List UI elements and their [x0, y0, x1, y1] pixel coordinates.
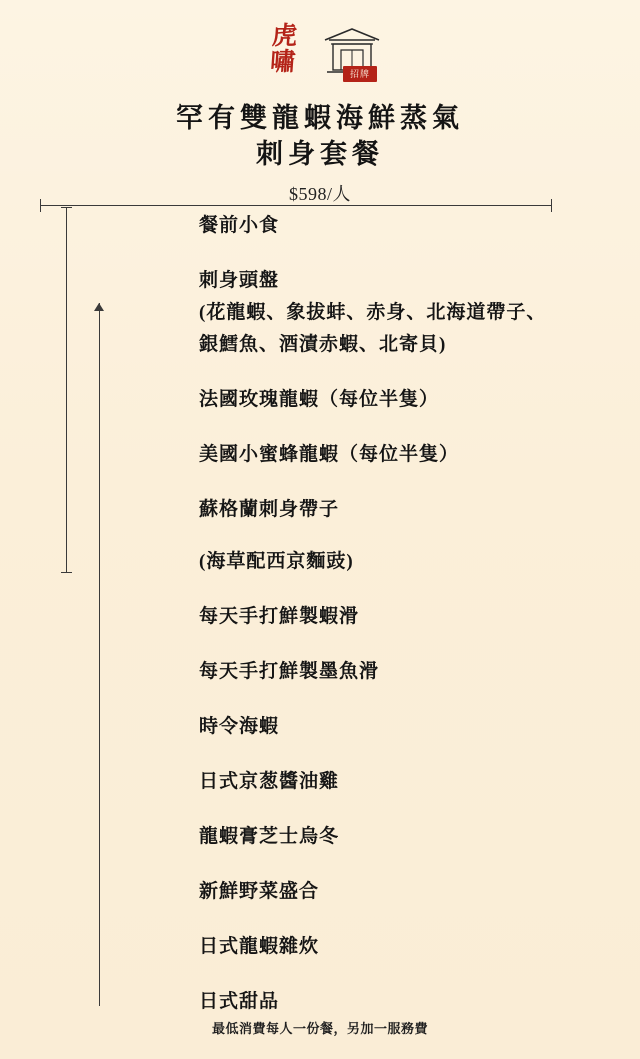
menu-item-name: 新鮮野菜盛合	[199, 881, 320, 902]
logo-char-2: 嘯	[269, 49, 296, 76]
logo-calligraphy	[249, 24, 317, 78]
logo-group	[251, 22, 389, 80]
price-label: $598/人	[288, 184, 351, 204]
list-item	[199, 768, 599, 796]
menu-item-name: 龍蝦膏芝士烏冬	[199, 826, 340, 847]
menu-item-name: 每天手打鮮製墨魚滑	[199, 661, 380, 682]
menu-list	[199, 212, 599, 1043]
list-item	[199, 658, 599, 686]
list-item	[199, 496, 599, 524]
title-line-1: 罕有雙龍蝦海鮮蒸氣	[176, 103, 464, 133]
menu-item-detail-line-1: (花龍蝦、象拔蚌、赤身、北海道帶子、	[199, 302, 547, 323]
logo-stamp: 招牌	[343, 66, 377, 82]
list-item	[199, 823, 599, 851]
logo-char-1: 虎	[271, 23, 297, 50]
menu-item-name: 日式甜品	[199, 991, 280, 1012]
list-item	[199, 933, 599, 961]
menu-item-name: 每天手打鮮製蝦滑	[199, 606, 360, 627]
inner-rule-arrow-icon	[94, 303, 104, 311]
menu-item-detail-line-2: 銀鱈魚、酒漬赤蝦、北寄貝)	[199, 334, 447, 355]
title-line-2: 刺身套餐	[256, 139, 384, 169]
list-item	[199, 878, 599, 906]
list-item	[199, 713, 599, 741]
menu-item-name: 蘇格蘭刺身帶子	[199, 499, 340, 520]
header-divider	[40, 205, 552, 206]
menu-item-name: 餐前小食	[199, 215, 280, 236]
menu-item-name: 日式龍蝦雜炊	[199, 936, 320, 957]
list-item	[199, 386, 599, 414]
menu-item-name: 美國小蜜蜂龍蝦（每位半隻）	[199, 444, 460, 465]
divider-left-tick	[40, 199, 41, 212]
outer-rule-bottom-cap	[61, 572, 72, 573]
menu-item-name: 時令海蝦	[199, 716, 280, 737]
page-title	[0, 100, 640, 206]
footer-note: 最低消費每人一份餐，另加一服務費	[211, 1021, 428, 1036]
divider-right-tick	[551, 199, 552, 212]
list-item	[199, 212, 599, 240]
outer-rule-top-cap	[61, 207, 72, 208]
menu-item-name: 刺身頭盤	[199, 270, 280, 291]
list-item	[199, 603, 599, 631]
list-item	[199, 441, 599, 469]
menu-item-name: 法國玫瑰龍蝦（每位半隻）	[199, 389, 440, 410]
outer-vertical-rule	[66, 207, 67, 573]
brand-logo	[0, 22, 640, 84]
list-item	[199, 267, 599, 359]
list-item	[199, 988, 599, 1016]
inner-vertical-rule	[99, 303, 100, 1006]
list-item	[199, 548, 599, 576]
menu-item-name: (海草配西京麵豉)	[199, 551, 354, 572]
menu-item-name: 日式京葱醬油雞	[199, 771, 340, 792]
